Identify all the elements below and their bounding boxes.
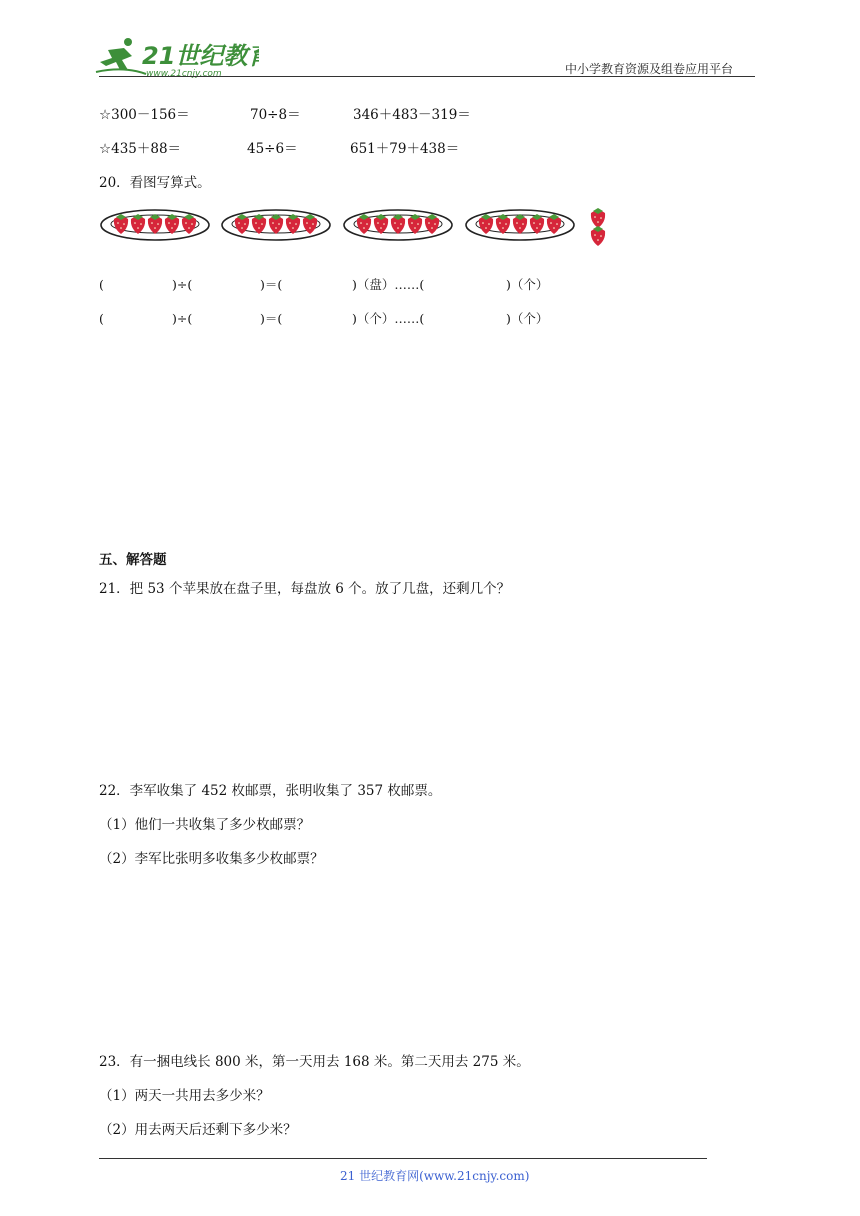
q20-r2-op: )÷( (172, 311, 193, 326)
calc-2-2: 45÷6＝ (247, 141, 298, 157)
plate-1 (99, 205, 211, 245)
q20-r2-unit1: )（个）……( (352, 311, 425, 326)
q22-sub2: （2）李军比张明多收集多少枚邮票？ (99, 851, 324, 867)
q23-sub1: （1）两天一共用去多少米？ (99, 1088, 270, 1104)
q20-r1-unit1: )（盘）……( (352, 277, 425, 292)
footer-divider (99, 1158, 707, 1159)
calc-1-2: 70÷8＝ (250, 107, 301, 123)
q20-r1-open: ( (99, 277, 104, 292)
plate-4 (464, 205, 576, 245)
header-divider (99, 76, 755, 77)
q21-text: 21．把 53 个苹果放在盘子里，每盘放 6 个。放了几盘，还剩几个？ (99, 581, 511, 597)
q20-r2-unit2: )（个） (506, 311, 549, 326)
section-title: 五、解答题 (99, 552, 167, 568)
q20-r1-unit2: )（个） (506, 277, 549, 292)
q20-r2-eq: )＝( (260, 311, 283, 326)
plate-2 (220, 205, 332, 245)
q20-r1-eq: )＝( (260, 277, 283, 292)
q20-title: 20．看图写算式。 (99, 175, 211, 191)
logo-url: www.21cnjy.com (146, 69, 222, 78)
loose-strawberries (587, 207, 609, 247)
calc-2-3: 651＋79＋438＝ (350, 141, 460, 157)
q22-sub1: （1）他们一共收集了多少枚邮票？ (99, 817, 311, 833)
q22-text: 22．李军收集了 452 枚邮票，张明收集了 357 枚邮票。 (99, 783, 442, 799)
runner-logo-icon (94, 36, 259, 78)
strawberry-icon (591, 208, 605, 228)
header-platform-name: 中小学教育资源及组卷应用平台 (565, 62, 734, 76)
calc-2-1: ☆435＋88＝ (99, 141, 182, 157)
q23-text: 23．有一捆电线长 800 米，第一天用去 168 米。第二天用去 275 米。 (99, 1054, 530, 1070)
plate-3 (342, 205, 454, 245)
q23-sub2: （2）用去两天后还剩下多少米？ (99, 1122, 297, 1138)
strawberry-icon (591, 226, 605, 246)
site-logo (94, 36, 259, 78)
footer-link[interactable]: 21 世纪教育网(www.21cnjy.com) (340, 1169, 530, 1183)
q20-r1-op: )÷( (172, 277, 193, 292)
calc-1-1: ☆300－156＝ (99, 107, 190, 123)
calc-1-3: 346＋483－319＝ (353, 107, 471, 123)
q20-r2-open: ( (99, 311, 104, 326)
logo-text: 21世纪教育 (142, 42, 259, 70)
